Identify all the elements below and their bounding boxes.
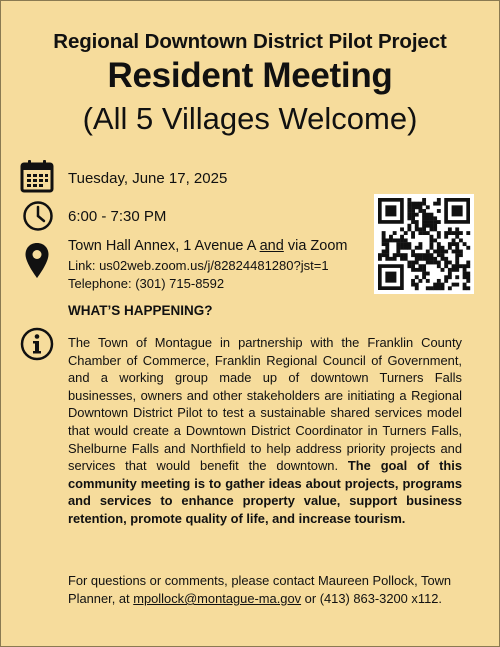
qr-module [418,279,422,283]
qr-module [444,264,448,268]
qr-module [407,264,411,268]
qr-module [422,209,426,213]
qr-module [404,246,408,250]
qr-module [430,216,434,220]
flyer-subtitle: Regional Downtown District Pilot Project [53,30,447,53]
qr-module [430,220,434,224]
qr-module [422,272,426,276]
qr-module [437,253,441,257]
qr-module [396,238,400,242]
qr-module [426,286,430,290]
qr-module [407,198,411,202]
location-zoom: via Zoom [283,238,348,254]
qr-module [404,253,408,257]
qr-module [415,220,419,224]
qr-module [463,242,467,246]
qr-module [385,253,389,257]
qr-module [433,250,437,254]
qr-module [441,250,445,254]
qr-module [411,220,415,224]
qr-module [437,279,441,283]
qr-module [422,224,426,228]
qr-module [448,261,452,265]
qr-module [385,242,389,246]
location-address: Town Hall Annex, 1 Avenue A [68,238,260,254]
info-icon [20,327,54,361]
qr-module [422,231,426,235]
qr-module [400,242,404,246]
qr-module [455,246,459,250]
contact-paragraph [68,572,468,608]
qr-module [433,257,437,261]
qr-module [430,213,434,217]
qr-module [448,227,452,231]
qr-module [444,261,448,265]
qr-module [463,283,467,287]
qr-module [385,257,389,261]
qr-module [437,261,441,265]
qr-module [404,257,408,261]
qr-module [433,227,437,231]
qr-module [426,250,430,254]
qr-module [422,268,426,272]
flyer-tagline: (All 5 Villages Welcome) [82,101,418,136]
qr-module [433,216,437,220]
qr-module [430,253,434,257]
qr-module [430,235,434,239]
qr-module [415,202,419,206]
qr-module [400,257,404,261]
qr-module [433,261,437,265]
qr-module [385,246,389,250]
qr-module [411,202,415,206]
qr-module [430,257,434,261]
qr-module [426,261,430,265]
qr-module [426,205,430,209]
qr-module [426,253,430,257]
qr-module [433,238,437,242]
qr-module [400,246,404,250]
qr-module [400,238,404,242]
qr-module [422,216,426,220]
qr-module [437,283,441,287]
qr-module [455,253,459,257]
qr-module [418,253,422,257]
qr-module [466,275,470,279]
qr-module [404,231,408,235]
qr-module [437,198,441,202]
qr-module [411,264,415,268]
contact-email-link[interactable]: mpollock@montague-ma.gov [133,591,302,606]
qr-module [411,253,415,257]
qr-module [444,279,448,283]
qr-module [378,253,382,257]
qr-module [466,261,470,265]
qr-module [407,202,411,206]
qr-module [448,231,452,235]
qr-module [404,238,408,242]
qr-module [426,220,430,224]
qr-module [455,275,459,279]
qr-module [437,242,441,246]
zoom-link[interactable]: Link: us02web.zoom.us/j/82824481280?jst=1 [68,258,329,273]
qr-module [415,205,419,209]
qr-module [426,279,430,283]
qr-module [441,268,445,272]
qr-module [396,246,400,250]
qr-module [415,275,419,279]
qr-module [433,283,437,287]
qr-module [422,220,426,224]
qr-module [422,198,426,202]
telephone-number: Telephone: (301) 715-8592 [68,276,225,291]
qr-module [393,238,397,242]
qr-module [385,250,389,254]
clock-icon [22,200,54,232]
qr-module [407,213,411,217]
qr-module [411,283,415,287]
qr-module [404,242,408,246]
qr-module [426,231,430,235]
qr-module [411,209,415,213]
qr-module [444,275,448,279]
qr-module [411,250,415,254]
qr-module [382,250,386,254]
qr-module [452,283,456,287]
qr-module [463,286,467,290]
qr-module [385,238,389,242]
qr-module [393,253,397,257]
qr-module [411,231,415,235]
qr-module [415,257,419,261]
qr-module [411,205,415,209]
qr-module [418,231,422,235]
qr-module [418,257,422,261]
contact-phone: or (413) 863-3200 x112. [301,591,443,606]
qr-module [418,205,422,209]
qr-module [407,205,411,209]
qr-module [422,257,426,261]
qr-module [407,261,411,265]
qr-module [400,253,404,257]
qr-module [441,286,445,290]
qr-module [463,264,467,268]
qr-module [441,246,445,250]
qr-module [407,227,411,231]
qr-module [430,246,434,250]
qr-module [455,261,459,265]
qr-module [455,242,459,246]
qr-module [430,286,434,290]
location-pin-icon [24,242,50,280]
qr-module [415,253,419,257]
qr-module [448,242,452,246]
qr-module [422,202,426,206]
qr-module [466,279,470,283]
qr-module [393,257,397,261]
qr-module [407,216,411,220]
qr-module [422,213,426,217]
qr-module [459,253,463,257]
qr-module [422,275,426,279]
qr-module [459,231,463,235]
qr-module [418,209,422,213]
qr-module [448,268,452,272]
qr-module [455,235,459,239]
qr-module [437,231,441,235]
qr-module [426,213,430,217]
qr-code[interactable] [374,194,474,294]
qr-module [433,224,437,228]
qr-module [385,205,396,216]
flyer-title: Resident Meeting [107,56,393,95]
qr-module [430,238,434,242]
meeting-time: 6:00 - 7:30 PM [68,208,167,225]
qr-module [441,283,445,287]
qr-module [415,283,419,287]
qr-module [407,246,411,250]
qr-module [430,242,434,246]
qr-module [415,224,419,228]
qr-module [426,224,430,228]
qr-module [463,275,467,279]
qr-module [426,216,430,220]
qr-module [448,272,452,276]
qr-module [385,272,396,283]
description-goal: The goal of this community meeting is to gather ideas about projects, programs and services to enhance property value, support business retention, promote quality of life, and increase tourism. [68,458,462,526]
qr-module [437,209,441,213]
qr-module [411,216,415,220]
location-and: and [259,238,284,254]
qr-module [455,257,459,261]
qr-module [407,242,411,246]
qr-module [437,235,441,239]
qr-module [378,257,382,261]
qr-module [426,257,430,261]
qr-module [433,286,437,290]
qr-module [455,227,459,231]
qr-module [382,242,386,246]
qr-module [418,264,422,268]
qr-module [452,238,456,242]
qr-module [400,227,404,231]
qr-module [396,242,400,246]
qr-module [415,246,419,250]
qr-module [437,202,441,206]
qr-module [459,264,463,268]
qr-module [444,235,448,239]
contact-text: For questions or comments, please contact Maureen Pollock, Town Planner, at [68,573,452,606]
qr-module [466,231,470,235]
qr-module [463,268,467,272]
qr-module [455,264,459,268]
qr-module [455,283,459,287]
qr-module [437,220,441,224]
qr-module [422,253,426,257]
qr-module [411,213,415,217]
qr-module [448,286,452,290]
qr-module [411,279,415,283]
description-paragraph [68,334,462,528]
qr-module [422,227,426,231]
qr-module [452,242,456,246]
qr-module [430,227,434,231]
qr-module [437,246,441,250]
qr-module [422,264,426,268]
qr-module [452,250,456,254]
qr-module [396,253,400,257]
qr-module [393,231,397,235]
qr-module [418,242,422,246]
qr-module [452,264,456,268]
qr-module [444,250,448,254]
description-text: The Town of Montague in partnership with the Franklin County Chamber of Commerce, Franklin Regional Council of Government, and a working group made up of downtown Turners Falls businesses, owners and other stakeholders are initiating a Regional Downtown District Pilot to test a sustainable shared services model that would create a Downtown District Coordinator in Turners Falls, Shelburne Falls and Northfield to help address priority projects and services that would benefit the downtown. [68,335,462,474]
qr-module [418,268,422,272]
qr-module [466,286,470,290]
qr-module [437,286,441,290]
qr-module [466,264,470,268]
qr-module [444,231,448,235]
qr-module [466,246,470,250]
qr-module [418,202,422,206]
qr-module [448,246,452,250]
qr-module [463,272,467,276]
qr-module [389,238,393,242]
qr-module [455,250,459,254]
qr-module [382,253,386,257]
qr-module [411,235,415,239]
qr-module [382,235,386,239]
qr-module [389,235,393,239]
qr-module [430,224,434,228]
qr-module [455,268,459,272]
calendar-icon [19,159,55,195]
qr-module [418,246,422,250]
qr-module [400,235,404,239]
qr-module [444,257,448,261]
qr-module [389,257,393,261]
qr-module [407,224,411,228]
meeting-location [68,238,347,254]
qr-module [433,202,437,206]
qr-module [441,253,445,257]
section-heading: WHAT’S HAPPENING? [68,303,213,318]
qr-module [415,227,419,231]
qr-module [433,220,437,224]
qr-module [452,268,456,272]
qr-module [411,261,415,265]
qr-module [418,227,422,231]
qr-module [396,250,400,254]
qr-module [415,213,419,217]
qr-module [415,261,419,265]
qr-module [455,231,459,235]
qr-module [459,250,463,254]
qr-module [382,231,386,235]
qr-module [411,268,415,272]
qr-module [437,250,441,254]
qr-module [415,286,419,290]
qr-module [452,231,456,235]
qr-module [407,209,411,213]
qr-module [459,238,463,242]
qr-module [430,261,434,265]
qr-module [441,257,445,261]
qr-module [437,264,441,268]
meeting-date: Tuesday, June 17, 2025 [68,170,228,187]
qr-module [426,272,430,276]
qr-module [448,275,452,279]
qr-module [452,205,463,216]
qr-module [415,268,419,272]
qr-module [382,238,386,242]
qr-module [466,272,470,276]
